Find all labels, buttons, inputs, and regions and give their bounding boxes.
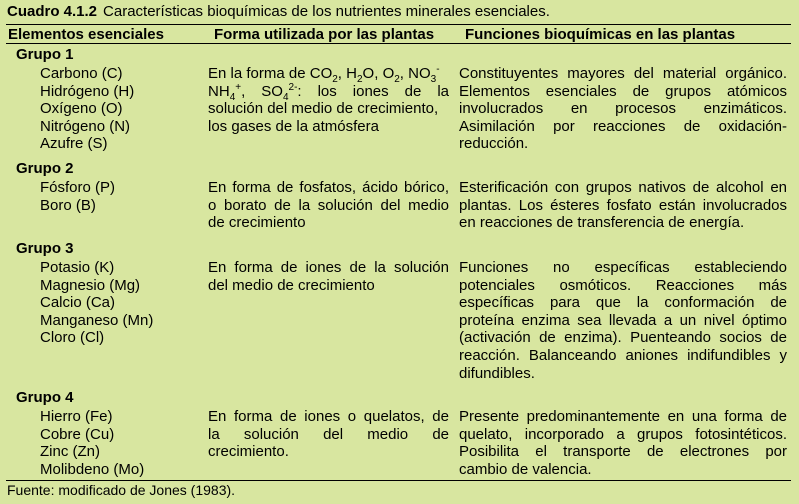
function-line: Elementos esenciales de grupos atómicos: [459, 82, 787, 100]
function-line: proteína enzima sea llevada a un nivel óptimo: [459, 311, 787, 329]
form-line: En forma de iones de la solución: [208, 259, 449, 276]
element-item: Nitrógeno (N): [40, 117, 131, 135]
function-line: plantas. Los ésteres fosfato están involucrados: [459, 196, 787, 214]
element-item: Zinc (Zn): [40, 443, 100, 461]
element-item: Magnesio (Mg): [40, 276, 141, 294]
function-line: cambio de valencia.: [459, 460, 592, 478]
element-item: Hierro (Fe): [40, 408, 113, 425]
element-item: Calcio (Ca): [40, 294, 116, 312]
table-caption: [7, 3, 550, 20]
function-line: difundibles.: [459, 364, 535, 382]
group-functions: [459, 65, 787, 153]
element-item: Cobre (Cu): [40, 425, 115, 443]
form-line: del medio de crecimiento: [208, 276, 375, 294]
form-line: En la forma de $CO_2$, $H_2O$, $O_2$, $NO_3^-$: [208, 64, 440, 85]
group-elements: [40, 179, 115, 214]
header-elements: Elementos esenciales: [8, 26, 164, 43]
element-item: Molibdeno (Mo): [40, 460, 145, 478]
group-title: Grupo 2: [16, 160, 74, 177]
group-functions: [459, 408, 787, 478]
function-line: Asimilación por reacciones de oxidación-: [459, 117, 787, 135]
form-line: crecimiento.: [208, 443, 289, 461]
group-form: [208, 259, 449, 294]
form-line: En forma de iones o quelatos, de: [208, 408, 449, 425]
element-item: Hidrógeno (H): [40, 82, 135, 100]
function-line: Esterificación con grupos nativos de alcohol en: [459, 179, 787, 196]
group-form: [208, 65, 449, 135]
function-line: en reacciones de transferencia de energía.: [459, 214, 745, 232]
group-title: Grupo 1: [16, 46, 74, 63]
group-elements: [40, 65, 134, 153]
form-line: la solución del medio de: [208, 425, 449, 443]
element-item: Oxígeno (O): [40, 100, 123, 118]
header-rule: [6, 43, 791, 44]
element-item: Fósforo (P): [40, 179, 116, 196]
header-functions: Funciones bioquímicas en las plantas: [465, 26, 736, 43]
form-line: En forma de fosfatos, ácido bórico,: [208, 179, 449, 196]
caption-title: Características bioquímicas de los nutrientes minerales esenciales.: [103, 3, 550, 20]
element-item: Carbono (C): [40, 65, 123, 82]
form-line: solución del medio de crecimiento,: [208, 100, 439, 118]
function-line: potenciales osmóticos. Reacciones más: [459, 276, 787, 294]
top-rule: [6, 24, 791, 25]
form-line: de crecimiento: [208, 214, 306, 232]
function-line: Posibilita el transporte de electrones por: [459, 443, 787, 461]
group-elements: [40, 259, 153, 347]
function-line: (activación de enzima). Puenteando socios de: [459, 329, 787, 347]
element-item: Cloro (Cl): [40, 329, 105, 347]
bottom-rule: [6, 480, 791, 481]
form-line: $NH_4^+$, $SO_4^{2-}$: los iones de la: [208, 81, 450, 103]
function-line: reacción. Balanceando aniones indifundibles y: [459, 346, 787, 364]
header-form: Forma utilizada por las plantas: [214, 26, 435, 43]
source-note: Fuente: modificado de Jones (1983).: [7, 482, 236, 498]
function-line: específicas para que la conformación de: [459, 294, 787, 312]
function-line: reducción.: [459, 135, 529, 153]
caption-label: Cuadro 4.1.2: [7, 3, 98, 20]
group-title: Grupo 4: [16, 389, 74, 406]
function-line: Funciones no específicas estableciendo: [459, 259, 787, 276]
group-form: [208, 179, 449, 232]
function-line: involucrados en procesos enzimáticos.: [459, 100, 787, 118]
element-item: Potasio (K): [40, 259, 115, 276]
form-line: los gases de la atmósfera: [208, 117, 379, 135]
group-form: [208, 408, 449, 461]
function-line: Constituyentes mayores del material orgánico.: [459, 65, 787, 82]
form-line: o borato de la solución del medio: [208, 196, 449, 214]
element-item: Manganeso (Mn): [40, 311, 154, 329]
group-functions: [459, 259, 787, 382]
function-line: quelato, incorporado a grupos fotosintéticos.: [459, 425, 787, 443]
group-functions: [459, 179, 787, 232]
element-item: Boro (B): [40, 196, 96, 214]
group-title: Grupo 3: [16, 240, 74, 257]
element-item: Azufre (S): [40, 135, 108, 153]
group-elements: [40, 408, 144, 478]
function-line: Presente predominantemente en una forma de: [459, 408, 787, 425]
